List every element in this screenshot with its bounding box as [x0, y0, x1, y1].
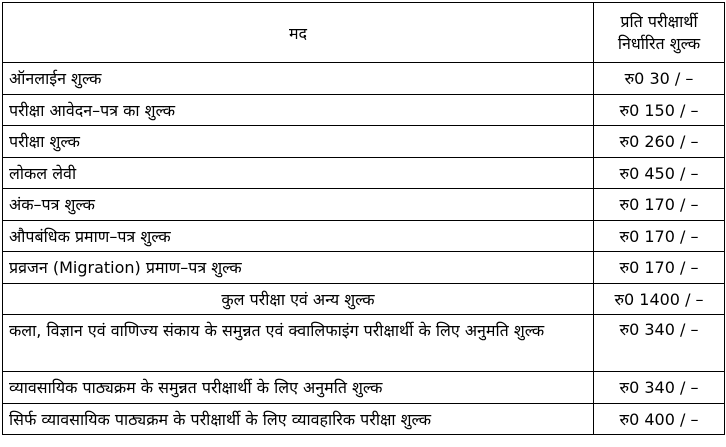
total-row: [3, 283, 725, 315]
row-item: व्यावसायिक पाठ्यक्रम के समुन्नत परीक्षार्थी के लिए अनुमति शुल्क: [3, 372, 594, 404]
table-row: [3, 126, 725, 158]
row-amount: रु0 400 / –: [594, 403, 725, 435]
table-row: [3, 63, 725, 95]
table-row: [3, 189, 725, 221]
row-amount: रु0 170 / –: [594, 220, 725, 252]
row-item: औपबंधिक प्रमाण–पत्र शुल्क: [3, 220, 594, 252]
table-row: [3, 157, 725, 189]
row-item: ऑनलाईन शुल्क: [3, 63, 594, 95]
total-amount: रु0 1400 / –: [594, 283, 725, 315]
row-amount: रु0 150 / –: [594, 94, 725, 126]
table-row: [3, 403, 725, 435]
header-item: मद: [3, 3, 594, 63]
table-row: [3, 220, 725, 252]
row-amount: रु0 340 / –: [594, 315, 725, 372]
row-item: परीक्षा आवेदन–पत्र का शुल्क: [3, 94, 594, 126]
table-row: [3, 94, 725, 126]
row-item: परीक्षा शुल्क: [3, 126, 594, 158]
total-item: कुल परीक्षा एवं अन्य शुल्क: [3, 283, 594, 315]
table-row: [3, 252, 725, 284]
header-amount: प्रति परीक्षार्थी निर्धारित शुल्क: [594, 3, 725, 63]
row-amount: रु0 260 / –: [594, 126, 725, 158]
row-amount: रु0 340 / –: [594, 372, 725, 404]
row-item: अंक–पत्र शुल्क: [3, 189, 594, 221]
row-amount: रु0 30 / –: [594, 63, 725, 95]
row-item: प्रव्रजन (Migration) प्रमाण–पत्र शुल्क: [3, 252, 594, 284]
table-row: [3, 372, 725, 404]
row-amount: रु0 170 / –: [594, 252, 725, 284]
table-row: [3, 315, 725, 372]
fee-table: [2, 2, 725, 435]
row-item: लोकल लेवी: [3, 157, 594, 189]
row-item: कला, विज्ञान एवं वाणिज्य संकाय के समुन्नत एवं क्वालिफाइंग परीक्षार्थी के लिए अनुमति शुल्क: [3, 315, 594, 372]
table-header-row: [3, 3, 725, 63]
row-amount: रु0 450 / –: [594, 157, 725, 189]
row-item: सिर्फ व्यावसायिक पाठ्यक्रम के परीक्षार्थी के लिए व्यावहारिक परीक्षा शुल्क: [3, 403, 594, 435]
row-amount: रु0 170 / –: [594, 189, 725, 221]
